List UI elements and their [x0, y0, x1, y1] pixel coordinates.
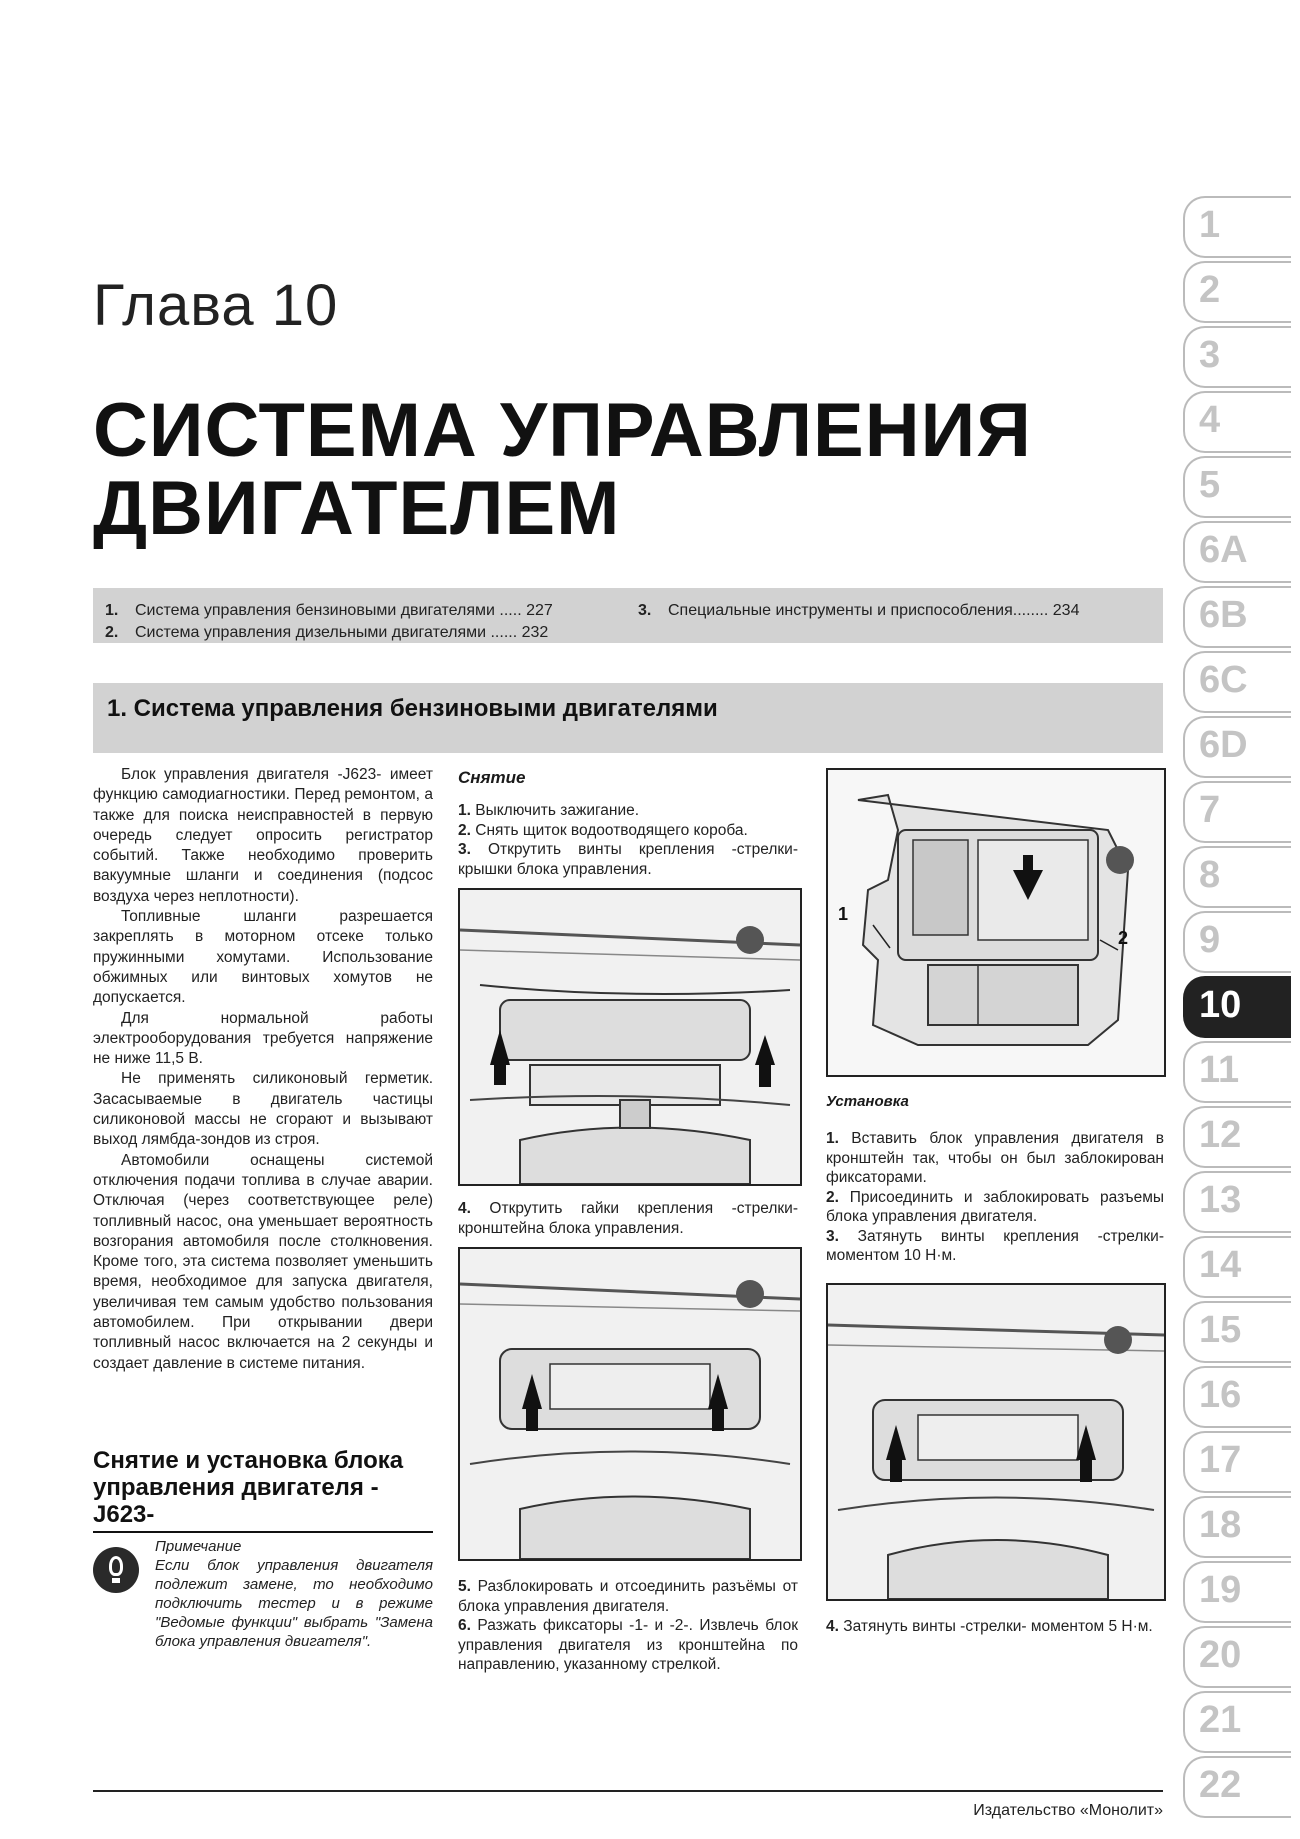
title-line-2: ДВИГАТЕЛЕМ [93, 466, 621, 551]
note-box [93, 1537, 433, 1651]
chapter-tab[interactable]: 12 [1183, 1106, 1291, 1168]
chapter-tab[interactable]: 6D [1183, 716, 1291, 778]
section-title: 1. Система управления бензиновыми двигателями [107, 695, 718, 722]
section-header [93, 683, 1163, 753]
chapter-tab[interactable]: 14 [1183, 1236, 1291, 1298]
installation-steps-2 [826, 1617, 1164, 1637]
installation-heading: Установка [826, 1093, 909, 1110]
chapter-label: Глава 10 [93, 273, 339, 338]
removal-steps-2 [458, 1199, 798, 1238]
chapter-tab[interactable]: 7 [1183, 781, 1291, 843]
step: 4. Затянуть винты -стрелки- моментом 5 Н·м. [826, 1618, 1153, 1635]
publisher-footer: Издательство «Монолит» [973, 1802, 1163, 1819]
chapter-tab[interactable]: 19 [1183, 1561, 1291, 1623]
chapter-tab[interactable]: 22 [1183, 1756, 1291, 1818]
chapter-tab[interactable]: 21 [1183, 1691, 1291, 1753]
figure-ecu-latches [826, 768, 1166, 1077]
chapter-tab[interactable]: 6B [1183, 586, 1291, 648]
table-of-contents [93, 588, 1163, 643]
figure-cover-screws [458, 888, 802, 1186]
chapter-tab[interactable]: 9 [1183, 911, 1291, 973]
step: 2. Снять щиток водоотводящего короба. [458, 821, 748, 839]
note-text: Если блок управления двигателя подлежит замене, то необходимо подключить тестер и в режиме "Ведомые функции" выбрать "Замена блока управления двигателя". [155, 1557, 433, 1650]
title-line-1: СИСТЕМА УПРАВЛЕНИЯ [93, 388, 1032, 473]
removal-steps-3 [458, 1577, 798, 1675]
chapter-tab[interactable]: 16 [1183, 1366, 1291, 1428]
figure-install-screws [826, 1283, 1166, 1601]
figure-bracket-nuts [458, 1247, 802, 1561]
paragraph: Не применять силиконовый герметик. Засасываемые в двигатель частицы силиконовой массы не сгорают и вызывают выход лямбда-зондов из строя. [93, 1070, 433, 1149]
lightbulb-icon [93, 1547, 139, 1593]
chapter-tab[interactable]: 3 [1183, 326, 1291, 388]
removal-steps-1 [458, 801, 798, 879]
chapter-tab[interactable]: 13 [1183, 1171, 1291, 1233]
paragraph: Для нормальной работы электрооборудования требуется напряжение не ниже 11,5 В. [93, 1009, 433, 1068]
chapter-tab[interactable]: 20 [1183, 1626, 1291, 1688]
paragraph: Топливные шланги разрешается закреплять в моторном отсеке только пружинными хомутами. Использование обжимных или винтовых хомутов не допускается. [93, 908, 433, 1007]
figure-label-2: 2 [1118, 928, 1129, 948]
removal-heading: Снятие [458, 768, 526, 787]
note-label: Примечание [155, 1538, 242, 1555]
step: 1. Выключить зажигание. [458, 802, 640, 819]
subsection-title: Снятие и установка блока управления двигателя -J623- [93, 1447, 433, 1533]
chapter-tab[interactable]: 6C [1183, 651, 1291, 713]
step: 5. Разблокировать и отсоединить разъёмы от блока управления двигателя. [458, 1578, 798, 1615]
step: 1. Вставить блок управления двигателя в кронштейн так, чтобы он был заблокирован фиксаторами. [826, 1130, 1164, 1186]
step: 3. Открутить винты крепления -стрелки- крышки блока управления. [458, 841, 798, 878]
step: 3. Затянуть винты крепления -стрелки- моментом 10 Н·м. [826, 1227, 1164, 1264]
intro-text [93, 765, 433, 1374]
chapter-tab[interactable]: 18 [1183, 1496, 1291, 1558]
toc-item[interactable]: 1. Система управления бензиновыми двигателями ..... 227 [105, 602, 553, 619]
toc-item[interactable]: 2. Система управления дизельными двигателями ...... 232 [105, 624, 549, 641]
page-title [93, 388, 1032, 551]
chapter-tab[interactable]: 6A [1183, 521, 1291, 583]
chapter-tab[interactable]: 2 [1183, 261, 1291, 323]
chapter-tabs [1183, 196, 1300, 1821]
paragraph: Блок управления двигателя -J623- имеет функцию самодиагностики. Перед ремонтом, а также для поиска неисправностей в первую очередь следует опросить регистратор событий. Также необходимо проверить вакуумные шланги и соединения (подсос воздуха через неплотности). [93, 766, 433, 905]
chapter-tab[interactable]: 4 [1183, 391, 1291, 453]
toc-item[interactable]: 3. Специальные инструменты и приспособления........ 234 [638, 602, 1080, 619]
chapter-tab[interactable]: 17 [1183, 1431, 1291, 1493]
chapter-tab[interactable]: 5 [1183, 456, 1291, 518]
paragraph: Автомобили оснащены системой отключения подачи топлива в случае аварии. Отключая (через соответствующее реле) топливный насос, она уменьшает вероятность возгорания автомобиля после столкновения. Кроме того, эта система позволяет уменьшить время, необходимое для запуска двигателя, увеличивая тем самым удобство пользования автомобилем. При открывании двери топливный насос включается на 2 секунды и создает давление в системе питания. [93, 1151, 433, 1372]
chapter-tab[interactable]: 11 [1183, 1041, 1291, 1103]
chapter-tab[interactable]: 8 [1183, 846, 1291, 908]
installation-steps-1 [826, 1129, 1164, 1266]
step: 6. Разжать фиксаторы -1- и -2-. Извлечь блок управления двигателя из кронштейна по направлению, указанному стрелкой. [458, 1617, 799, 1673]
step: 4. Открутить гайки крепления -стрелки- кронштейна блока управления. [458, 1200, 799, 1237]
chapter-tab-active[interactable]: 10 [1183, 976, 1291, 1038]
figure-label-1: 1 [838, 904, 849, 924]
chapter-tab[interactable]: 15 [1183, 1301, 1291, 1363]
footer-divider [93, 1790, 1163, 1792]
chapter-tab[interactable]: 1 [1183, 196, 1291, 258]
step: 2. Присоединить и заблокировать разъемы блока управления двигателя. [826, 1188, 1164, 1225]
